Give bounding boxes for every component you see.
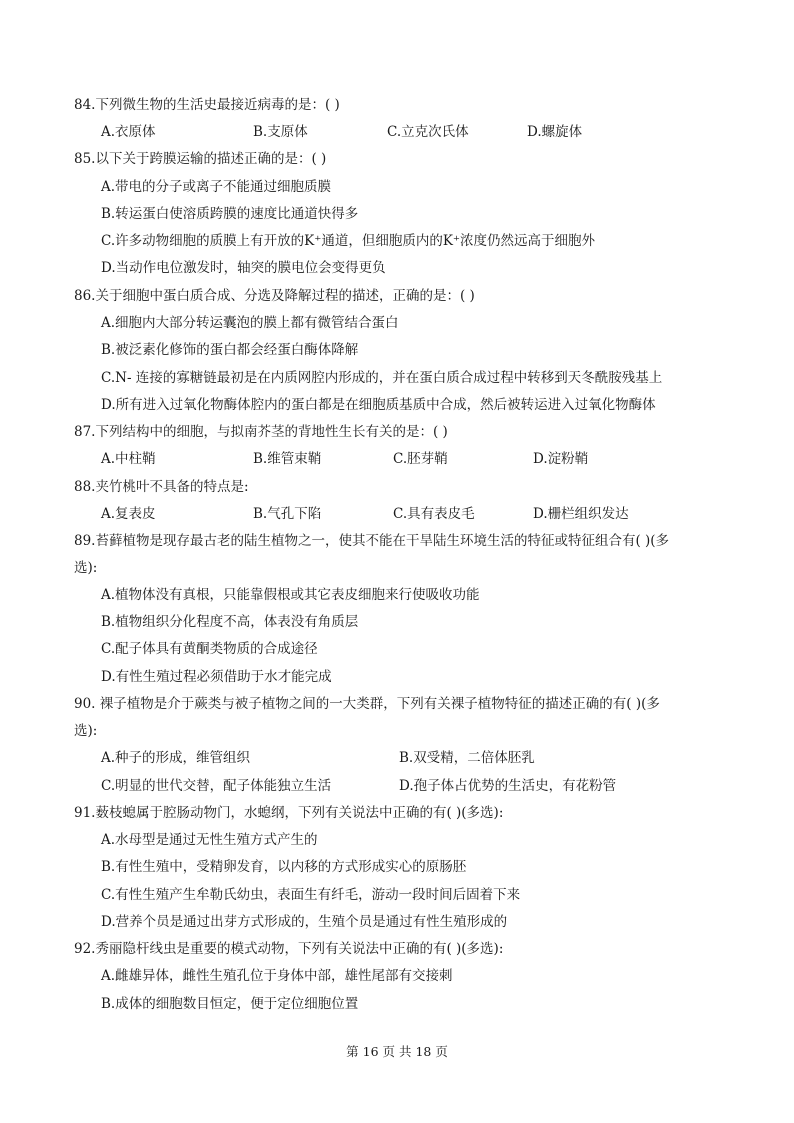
question-86-option-a: A.细胞内大部分转运囊泡的膜上都有微管结合蛋白: [101, 315, 399, 331]
question-91-option-a: A.水母型是通过无性生殖方式产生的: [101, 832, 318, 848]
question-85-option-d: D.当动作电位激发时，轴突的膜电位会变得更负: [101, 260, 386, 276]
question-89-option-c: C.配子体具有黄酮类物质的合成途径: [101, 641, 318, 657]
question-89-stem-cont: 选):: [74, 560, 98, 576]
option-d: D.孢子体占优势的生活史，有花粉管: [399, 778, 617, 794]
question-87-stem: 87.下列结构中的细胞，与拟南芥茎的背地性生长有关的是：( ): [74, 424, 448, 440]
question-92-option-b: B.成体的细胞数目恒定，便于定位细胞位置: [101, 996, 359, 1012]
question-85-option-c: C.许多动物细胞的质膜上有开放的K⁺通道，但细胞质内的K⁺浓度仍然远高于细胞外: [101, 233, 596, 249]
option-d: D.淀粉鞘: [533, 451, 589, 467]
option-b: B.支原体: [253, 124, 308, 140]
question-89-stem: 89.苔藓植物是现存最古老的陆生植物之一，使其不能在干旱陆生环境生活的特征或特征组合有( )(多: [74, 533, 670, 549]
option-c: C.立克次氏体: [387, 124, 469, 140]
option-a: A.衣原体: [101, 124, 156, 140]
option-a: A.种子的形成，维管组织: [101, 750, 251, 766]
option-a: A.中柱鞘: [101, 451, 156, 467]
question-86-stem: 86.关于细胞中蛋白质合成、分选及降解过程的描述，正确的是：( ): [74, 288, 475, 304]
question-84-stem: 84.下列微生物的生活史最接近病毒的是：( ): [74, 97, 340, 113]
question-86-option-c: C.N- 连接的寡糖链最初是在内质网腔内形成的，并在蛋白质合成过程中转移到天冬酰胺残基上: [101, 370, 663, 386]
question-89-option-d: D.有性生殖过程必须借助于水才能完成: [101, 669, 332, 685]
question-89-option-a: A.植物体没有真根，只能靠假根或其它表皮细胞来行使吸收功能: [101, 587, 480, 603]
option-b: B.维管束鞘: [253, 451, 322, 467]
question-89-option-b: B.植物组织分化程度不高，体表没有角质层: [101, 614, 359, 630]
question-91-option-d: D.营养个员是通过出芽方式形成的，生殖个员是通过有性生殖形成的: [101, 914, 508, 930]
question-90-stem-cont: 选):: [74, 723, 98, 739]
option-c: C.具有表皮毛: [393, 506, 475, 522]
question-91-option-c: C.有性生殖产生牟勒氏幼虫，表面生有纤毛，游动一段时间后固着下来: [101, 887, 521, 903]
option-a: A.复表皮: [101, 506, 156, 522]
question-91-option-b: B.有性生殖中，受精卵发育，以内移的方式形成实心的原肠胚: [101, 859, 467, 875]
question-91-stem: 91.薮枝螅属于腔肠动物门，水螅纲，下列有关说法中正确的有( )(多选):: [74, 805, 504, 821]
option-d: D.栅栏组织发达: [533, 506, 629, 522]
question-85-stem: 85.以下关于跨膜运输的描述正确的是：( ): [74, 151, 327, 167]
question-85-option-a: A.带电的分子或离子不能通过细胞质膜: [101, 179, 332, 195]
question-92-stem: 92.秀丽隐杆线虫是重要的模式动物，下列有关说法中正确的有( )(多选):: [74, 941, 504, 957]
question-88-stem: 88.夹竹桃叶不具备的特点是:: [74, 479, 249, 495]
question-92-option-a: A.雌雄异体，雌性生殖孔位于身体中部，雄性尾部有交接刺: [101, 968, 453, 984]
question-90-stem: 90. 裸子植物是介于蕨类与被子植物之间的一大类群，下列有关裸子植物特征的描述正确的有( )(多: [74, 696, 660, 712]
option-b: B.气孔下陷: [253, 506, 322, 522]
option-c: C.胚芽鞘: [393, 451, 448, 467]
option-b: B.双受精，二倍体胚乳: [399, 750, 535, 766]
option-d: D.螺旋体: [527, 124, 583, 140]
question-86-option-b: B.被泛素化修饰的蛋白都会经蛋白酶体降解: [101, 342, 359, 358]
question-85-option-b: B.转运蛋白使溶质跨膜的速度比通道快得多: [101, 206, 359, 222]
option-c: C.明显的世代交替，配子体能独立生活: [101, 778, 332, 794]
page-number-footer: 第 16 页 共 18 页: [346, 1044, 448, 1059]
question-86-option-d: D.所有进入过氧化物酶体腔内的蛋白都是在细胞质基质中合成，然后被转运进入过氧化物酶体: [101, 397, 656, 413]
